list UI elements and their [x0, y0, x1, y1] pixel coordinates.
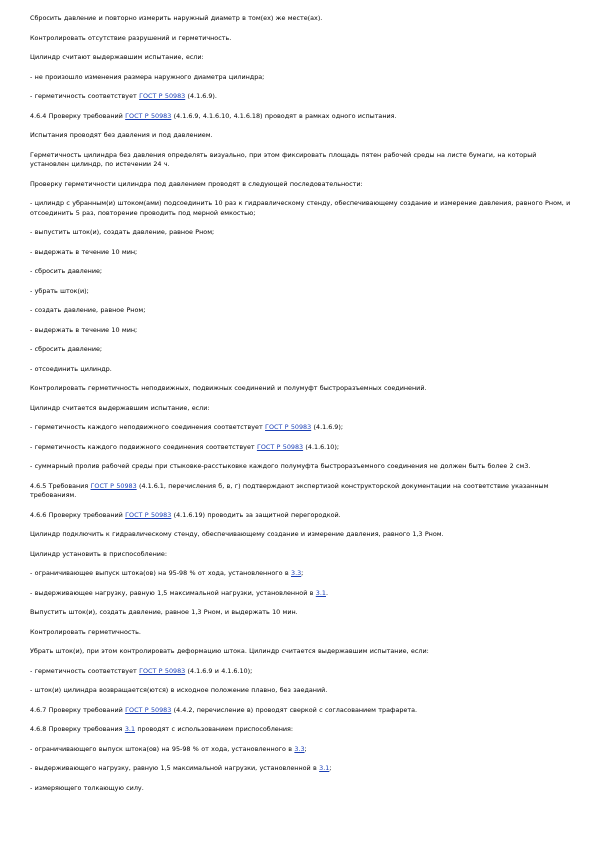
paragraph-text: - убрать шток(и); — [30, 286, 89, 295]
paragraph — [30, 112, 575, 122]
paragraph-text: Сбросить давление и повторно измерить наружный диаметр в том(ех) же месте(ах). — [30, 14, 323, 22]
paragraph-text: - герметичность соответствует — [30, 92, 140, 100]
paragraph-text: 4.6.8 Проверку требования — [30, 725, 125, 733]
paragraph-text: Контролировать герметичность. — [30, 627, 141, 636]
reference-link[interactable]: 3.3 — [291, 569, 302, 577]
reference-link[interactable]: ГОСТ Р 50983 — [139, 666, 186, 675]
reference-link[interactable]: ГОСТ Р 50983 — [139, 92, 186, 100]
paragraph — [30, 384, 575, 394]
paragraph — [30, 550, 575, 560]
paragraph — [30, 608, 575, 618]
paragraph — [30, 287, 575, 297]
document-body — [30, 14, 575, 803]
paragraph — [30, 228, 575, 238]
paragraph — [30, 667, 575, 677]
paragraph-text: (4.1.6.9, 4.1.6.10, 4.1.6.18) проводят в рамках одного испытания. — [171, 111, 397, 120]
paragraph — [30, 725, 575, 735]
reference-link[interactable]: ГОСТ Р 50983 — [125, 510, 172, 519]
paragraph-text: Проверку герметичности цилиндра под давлением проводят в следующей последовательности: — [30, 179, 363, 188]
paragraph-text: (4.1.6.9); — [311, 423, 344, 431]
paragraph-text: - выдерживающего нагрузку, равную 1,5 максимальной нагрузки, установленной в — [30, 764, 320, 772]
paragraph-text: Цилиндр считается выдержавшим испытание, если: — [30, 403, 210, 412]
reference-link[interactable]: ГОСТ Р 50983 — [256, 442, 304, 451]
paragraph-text: 4.6.7 Проверку требований — [30, 705, 126, 714]
paragraph-text: (4.1.6.9 и 4.1.6.10); — [185, 666, 253, 675]
reference-link[interactable]: ГОСТ Р 50983 — [90, 481, 137, 490]
paragraph-text: - сбросить давление; — [30, 345, 103, 353]
paragraph-text: (4.1.6.9). — [185, 92, 217, 100]
paragraph — [30, 482, 575, 501]
paragraph-text: - ограничивающее выпуск штока(ов) на 95-98 % от хода, установленного в — [30, 569, 291, 577]
paragraph — [30, 443, 575, 453]
paragraph — [30, 569, 575, 579]
reference-link[interactable]: ГОСТ Р 50983 — [125, 705, 172, 714]
paragraph — [30, 686, 575, 696]
paragraph — [30, 53, 575, 63]
paragraph — [30, 365, 575, 375]
paragraph — [30, 784, 575, 794]
paragraph — [30, 589, 575, 599]
paragraph-text: - измеряющего толкающую силу. — [30, 783, 144, 792]
paragraph — [30, 530, 575, 540]
paragraph-text: - цилиндр с убранным(и) штоком(ами) подсоединить 10 раз к гидравлическому стенду, обеспечивающему создание и измерение давления, равного Pном, и отсоединить 5 раз, повторение проводить под мерной емкостью; — [30, 199, 571, 217]
paragraph — [30, 92, 575, 102]
paragraph — [30, 248, 575, 258]
paragraph-text: (4.4.2, перечисление в) проводят сверкой с согласованием трафарета. — [171, 705, 418, 714]
paragraph-text: - выпустить шток(и), создать давление, равное Pном; — [30, 228, 215, 236]
paragraph-text: ; — [304, 744, 307, 753]
reference-link[interactable]: 3.3 — [294, 744, 305, 753]
paragraph — [30, 764, 575, 774]
paragraph-text: Контролировать герметичность неподвижных, подвижных соединений и полумуфт быстроразъемных соединений. — [30, 384, 427, 392]
paragraph-text: проводят с использованием приспособления: — [135, 725, 294, 733]
paragraph — [30, 151, 575, 170]
paragraph-text: 4.6.5 Требования — [30, 481, 91, 490]
paragraph-text: - суммарный пролив рабочей среды при стыковке-расстыковке каждого полумуфта быстроразъемного соединения не должен быть более 2 см3. — [30, 462, 531, 470]
paragraph-text: - создать давление, равное Pном; — [30, 306, 146, 314]
paragraph — [30, 647, 575, 657]
paragraph-text: - выдержать в течение 10 мин; — [30, 247, 138, 256]
paragraph-text: 4.6.6 Проверку требований — [30, 510, 126, 519]
paragraph — [30, 34, 575, 44]
paragraph — [30, 73, 575, 83]
paragraph — [30, 131, 575, 141]
paragraph — [30, 345, 575, 355]
reference-link[interactable]: 3.1 — [315, 588, 326, 597]
paragraph-text: ; — [301, 569, 304, 577]
paragraph-text: - герметичность соответствует — [30, 666, 140, 675]
paragraph-text: Герметичность цилиндра без давления определять визуально, при этом фиксировать площадь пятен рабочей среды на листе бумаги, на который установлен цилиндр, по истечении 24 ч. — [30, 150, 537, 168]
paragraph-text: - сбросить давление; — [30, 267, 103, 275]
paragraph — [30, 306, 575, 316]
paragraph-text: (4.1.6.19) проводить за защитной перегородкой. — [171, 510, 341, 519]
paragraph — [30, 423, 575, 433]
paragraph-text: Испытания проводят без давления и под давлением. — [30, 131, 213, 139]
paragraph — [30, 180, 575, 190]
paragraph — [30, 628, 575, 638]
paragraph-text: - герметичность каждого неподвижного соединения соответствует — [30, 423, 266, 431]
paragraph-text: (4.1.6.10); — [303, 442, 339, 451]
paragraph-text: Цилиндр подключить к гидравлическому стенду, обеспечивающему создание и измерение давления, равного 1,3 Pном. — [30, 530, 444, 538]
paragraph-text: - шток(и) цилиндра возвращается(ются) в исходное положение плавно, без заеданий. — [30, 686, 328, 694]
reference-link[interactable]: 3.1 — [319, 764, 330, 772]
paragraph-text: 4.6.4 Проверку требований — [30, 111, 126, 120]
paragraph-text: - не произошло изменения размера наружного диаметра цилиндра; — [30, 72, 265, 81]
paragraph-text: - отсоединить цилиндр. — [30, 364, 112, 373]
reference-link[interactable]: ГОСТ Р 50983 — [265, 423, 312, 431]
paragraph — [30, 267, 575, 277]
paragraph-text: Цилиндр установить в приспособление: — [30, 549, 167, 558]
reference-link[interactable]: ГОСТ Р 50983 — [125, 111, 172, 120]
paragraph-text: - герметичность каждого подвижного соединения соответствует — [30, 442, 257, 451]
paragraph — [30, 706, 575, 716]
paragraph-text: . — [325, 588, 329, 597]
paragraph-text: ; — [329, 764, 332, 772]
paragraph — [30, 326, 575, 336]
paragraph — [30, 14, 575, 24]
paragraph-text: Цилиндр считают выдержавшим испытание, если: — [30, 53, 204, 61]
paragraph — [30, 511, 575, 521]
paragraph-text: - выдерживающее нагрузку, равную 1,5 максимальной нагрузки, установленной в — [30, 588, 316, 597]
paragraph-text: - ограничивающего выпуск штока(ов) на 95-98 % от хода, установленного в — [30, 744, 295, 753]
paragraph-text: Контролировать отсутствие разрушений и герметичность. — [30, 33, 232, 42]
paragraph — [30, 745, 575, 755]
paragraph — [30, 199, 575, 218]
paragraph-text: (4.1.6.1, перечисления б, в, г) подтверждают экспертизой конструкторской документации на соответствие указанным требованиям. — [30, 481, 549, 499]
reference-link[interactable]: 3.1 — [124, 725, 136, 733]
paragraph — [30, 462, 575, 472]
paragraph-text: - выдержать в течение 10 мин; — [30, 325, 138, 334]
paragraph — [30, 404, 575, 414]
paragraph-text: Убрать шток(и), при этом контролировать деформацию штока. Цилиндр считается выдержавшим испытание, если: — [30, 647, 429, 655]
paragraph-text: Выпустить шток(и), создать давление, равное 1,3 Pном, и выдержать 10 мин. — [30, 608, 298, 616]
